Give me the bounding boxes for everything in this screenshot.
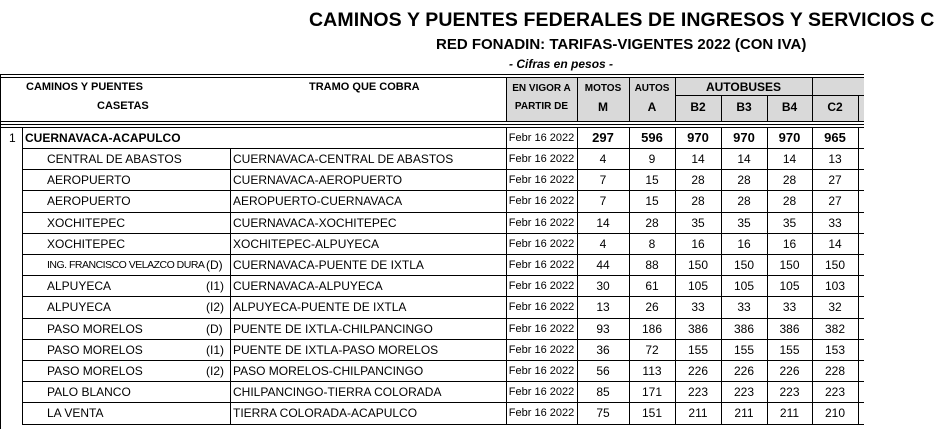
section-b3: 970 (733, 130, 755, 145)
cell-b2: 28 (691, 194, 705, 209)
cell-b2: 33 (691, 300, 705, 315)
cell-b3: 33 (737, 300, 751, 315)
caseta-name: ALPUYECA (47, 300, 112, 315)
cell-b3: 105 (733, 279, 755, 294)
cell-m: 4 (599, 236, 607, 251)
direction-code: (I1) (206, 279, 224, 294)
cell-date: Febr 16 2022 (508, 407, 575, 420)
tramo-name: CUERNAVACA-AEROPUERTO (233, 173, 403, 188)
cell-c2: 14 (828, 236, 842, 251)
cell-m: 14 (596, 215, 610, 230)
caseta-name: XOCHITEPEC (47, 236, 126, 251)
tramo-name: CUERNAVACA-CENTRAL DE ABASTOS (233, 152, 454, 166)
cell-date: Febr 16 2022 (508, 216, 575, 229)
cell-b3: 386 (733, 321, 755, 336)
cell-a: 186 (641, 321, 663, 336)
cell-c2: 13 (828, 152, 842, 166)
cell-a: 9 (648, 152, 656, 166)
caseta-name: XOCHITEPEC (47, 215, 126, 230)
tramo-name: XOCHITEPEC-ALPUYECA (233, 236, 380, 251)
cell-b4: 211 (779, 406, 800, 421)
tramo-name: PUENTE DE IXTLA-CHILPANCINGO (233, 321, 433, 336)
cell-a: 28 (645, 215, 659, 230)
cell-b4: 28 (782, 194, 797, 209)
cell-b2: 14 (691, 152, 705, 166)
cell-b2: 211 (688, 406, 708, 421)
direction-code: (I2) (206, 364, 224, 378)
section-c2: 965 (824, 130, 846, 145)
cell-b4: 16 (782, 236, 797, 251)
cell-a: 26 (645, 300, 659, 315)
tramo-name: AEROPUERTO-CUERNAVACA (233, 194, 403, 209)
document-title: CAMINOS Y PUENTES FEDERALES DE INGRESOS Y SERVICIOS C (309, 9, 934, 31)
caseta-name: PASO MORELOS (47, 342, 143, 357)
direction-code: (I2) (206, 300, 224, 315)
cell-date: Febr 16 2022 (508, 195, 575, 208)
cell-b2: 155 (687, 342, 709, 357)
caseta-name: PALO BLANCO (47, 385, 131, 400)
cell-c2: 27 (828, 173, 842, 188)
cell-a: 171 (641, 385, 663, 400)
cell-a: 113 (642, 364, 662, 378)
cell-c2: 27 (828, 194, 842, 209)
cell-b4: 386 (779, 321, 800, 336)
cell-m: 44 (596, 258, 610, 272)
cell-b3: 14 (737, 152, 751, 166)
header-caminos: CAMINOS Y PUENTES (26, 81, 143, 93)
direction-code: (I1) (206, 342, 224, 357)
cell-b4: 223 (779, 385, 800, 400)
cell-b3: 150 (733, 258, 755, 272)
tramo-name: CUERNAVACA-XOCHITEPEC (233, 215, 397, 230)
cell-b3: 28 (737, 173, 751, 188)
cell-m: 75 (596, 406, 610, 421)
tramo-name: PASO MORELOS-CHILPANCINGO (233, 364, 424, 378)
cell-b3: 35 (737, 215, 751, 230)
cell-b4: 33 (782, 300, 797, 315)
header-tramo: TRAMO QUE COBRA (309, 81, 420, 93)
cell-b2: 226 (687, 364, 709, 378)
cell-date: Febr 16 2022 (508, 174, 575, 187)
cell-m: 85 (596, 385, 610, 400)
cell-date: Febr 16 2022 (508, 259, 575, 271)
section-date: Febr 16 2022 (508, 132, 575, 144)
section-b2: 970 (687, 130, 709, 145)
cell-b3: 28 (737, 194, 751, 209)
cell-a: 15 (645, 173, 659, 188)
cell-b3: 16 (737, 236, 751, 251)
cell-date: Febr 16 2022 (508, 365, 575, 377)
cell-c2: 228 (824, 364, 846, 378)
cell-b4: 28 (782, 173, 797, 188)
cell-m: 7 (599, 173, 607, 188)
cell-b2: 150 (687, 258, 709, 272)
cell-m: 7 (599, 194, 607, 209)
cell-m: 4 (599, 152, 607, 166)
header-motos-code: M (598, 100, 608, 114)
cell-date: Febr 16 2022 (508, 237, 575, 250)
header-b4: B4 (781, 100, 798, 114)
cell-c2: 103 (824, 279, 846, 294)
caseta-name: CENTRAL DE ABASTOS (47, 152, 182, 166)
header-c2: C2 (827, 100, 843, 114)
caseta-name: ALPUYECA (47, 279, 112, 294)
caseta-name: AEROPUERTO (47, 173, 131, 188)
cell-c2: 150 (824, 258, 846, 272)
cell-m: 56 (596, 364, 610, 378)
header-autos: AUTOS (634, 83, 670, 94)
direction-code: (D) (206, 258, 223, 272)
section-a: 596 (641, 130, 663, 145)
cell-c2: 210 (824, 406, 846, 421)
cell-b4: 226 (779, 364, 800, 378)
cell-b2: 35 (691, 215, 705, 230)
cell-b2: 223 (687, 385, 709, 400)
cell-b4: 105 (779, 279, 800, 294)
header-vigor-1: EN VIGOR A (512, 83, 571, 94)
caseta-name: ING. FRANCISCO VELAZCO DURA (47, 259, 205, 271)
caseta-name: AEROPUERTO (47, 194, 131, 209)
header-vigor-2: PARTIR DE (514, 101, 569, 112)
section-number: 1 (9, 131, 16, 145)
direction-code: (D) (206, 321, 223, 336)
cell-date: Febr 16 2022 (508, 386, 575, 399)
section-name: CUERNAVACA-ACAPULCO (25, 131, 181, 145)
cell-m: 30 (596, 279, 610, 294)
cell-b4: 150 (779, 258, 800, 272)
cell-b4: 155 (779, 342, 800, 357)
cell-b3: 211 (734, 406, 754, 421)
cell-b3: 226 (733, 364, 755, 378)
cell-b3: 155 (733, 342, 755, 357)
cell-a: 61 (645, 279, 659, 294)
cell-a: 151 (641, 406, 663, 421)
cell-b4: 14 (782, 152, 797, 166)
section-b4: 970 (778, 130, 801, 145)
tramo-name: CUERNAVACA-PUENTE DE IXTLA (233, 258, 424, 272)
caseta-name: LA VENTA (47, 406, 104, 421)
cell-b3: 223 (733, 385, 755, 400)
cell-c2: 382 (824, 321, 846, 336)
cell-date: Febr 16 2022 (508, 280, 575, 293)
header-autobuses: AUTOBUSES (705, 80, 782, 94)
header-autos-code: A (647, 100, 657, 114)
tramo-name: CUERNAVACA-ALPUYECA (233, 279, 383, 294)
cell-c2: 33 (828, 215, 842, 230)
tramo-name: TIERRA COLORADA-ACAPULCO (233, 406, 418, 421)
cell-c2: 153 (824, 342, 846, 357)
cell-b2: 105 (687, 279, 709, 294)
caseta-name: PASO MORELOS (47, 364, 143, 378)
section-m: 297 (592, 130, 614, 145)
cell-date: Febr 16 2022 (508, 343, 575, 356)
tramo-name: CHILPANCINGO-TIERRA COLORADA (233, 385, 442, 400)
cell-b2: 386 (687, 321, 709, 336)
document-subtitle: RED FONADIN: TARIFAS-VIGENTES 2022 (CON IVA) (436, 36, 807, 53)
cell-m: 13 (596, 300, 610, 315)
tramo-name: PUENTE DE IXTLA-PASO MORELOS (233, 342, 439, 357)
caseta-name: PASO MORELOS (47, 321, 143, 336)
cell-c2: 32 (828, 300, 842, 315)
currency-note: - Cifras en pesos - (509, 57, 614, 71)
tramo-name: ALPUYECA-PUENTE DE IXTLA (233, 300, 407, 315)
cell-date: Febr 16 2022 (508, 153, 575, 165)
cell-a: 15 (645, 194, 659, 209)
header-motos: MOTOS (584, 83, 622, 94)
cell-b2: 16 (691, 236, 705, 251)
cell-m: 93 (596, 321, 610, 336)
cell-b4: 35 (782, 215, 797, 230)
header-b2: B2 (690, 100, 706, 114)
header-casetas: CASETAS (97, 100, 149, 112)
header-b3: B3 (736, 100, 752, 114)
cell-b2: 28 (691, 173, 705, 188)
cell-a: 88 (645, 258, 659, 272)
cell-a: 8 (648, 236, 656, 251)
cell-c2: 223 (824, 385, 846, 400)
cell-m: 36 (596, 342, 610, 357)
tariff-table (0, 73, 864, 429)
cell-a: 72 (645, 342, 659, 357)
cell-date: Febr 16 2022 (508, 322, 575, 335)
cell-date: Febr 16 2022 (508, 301, 575, 314)
